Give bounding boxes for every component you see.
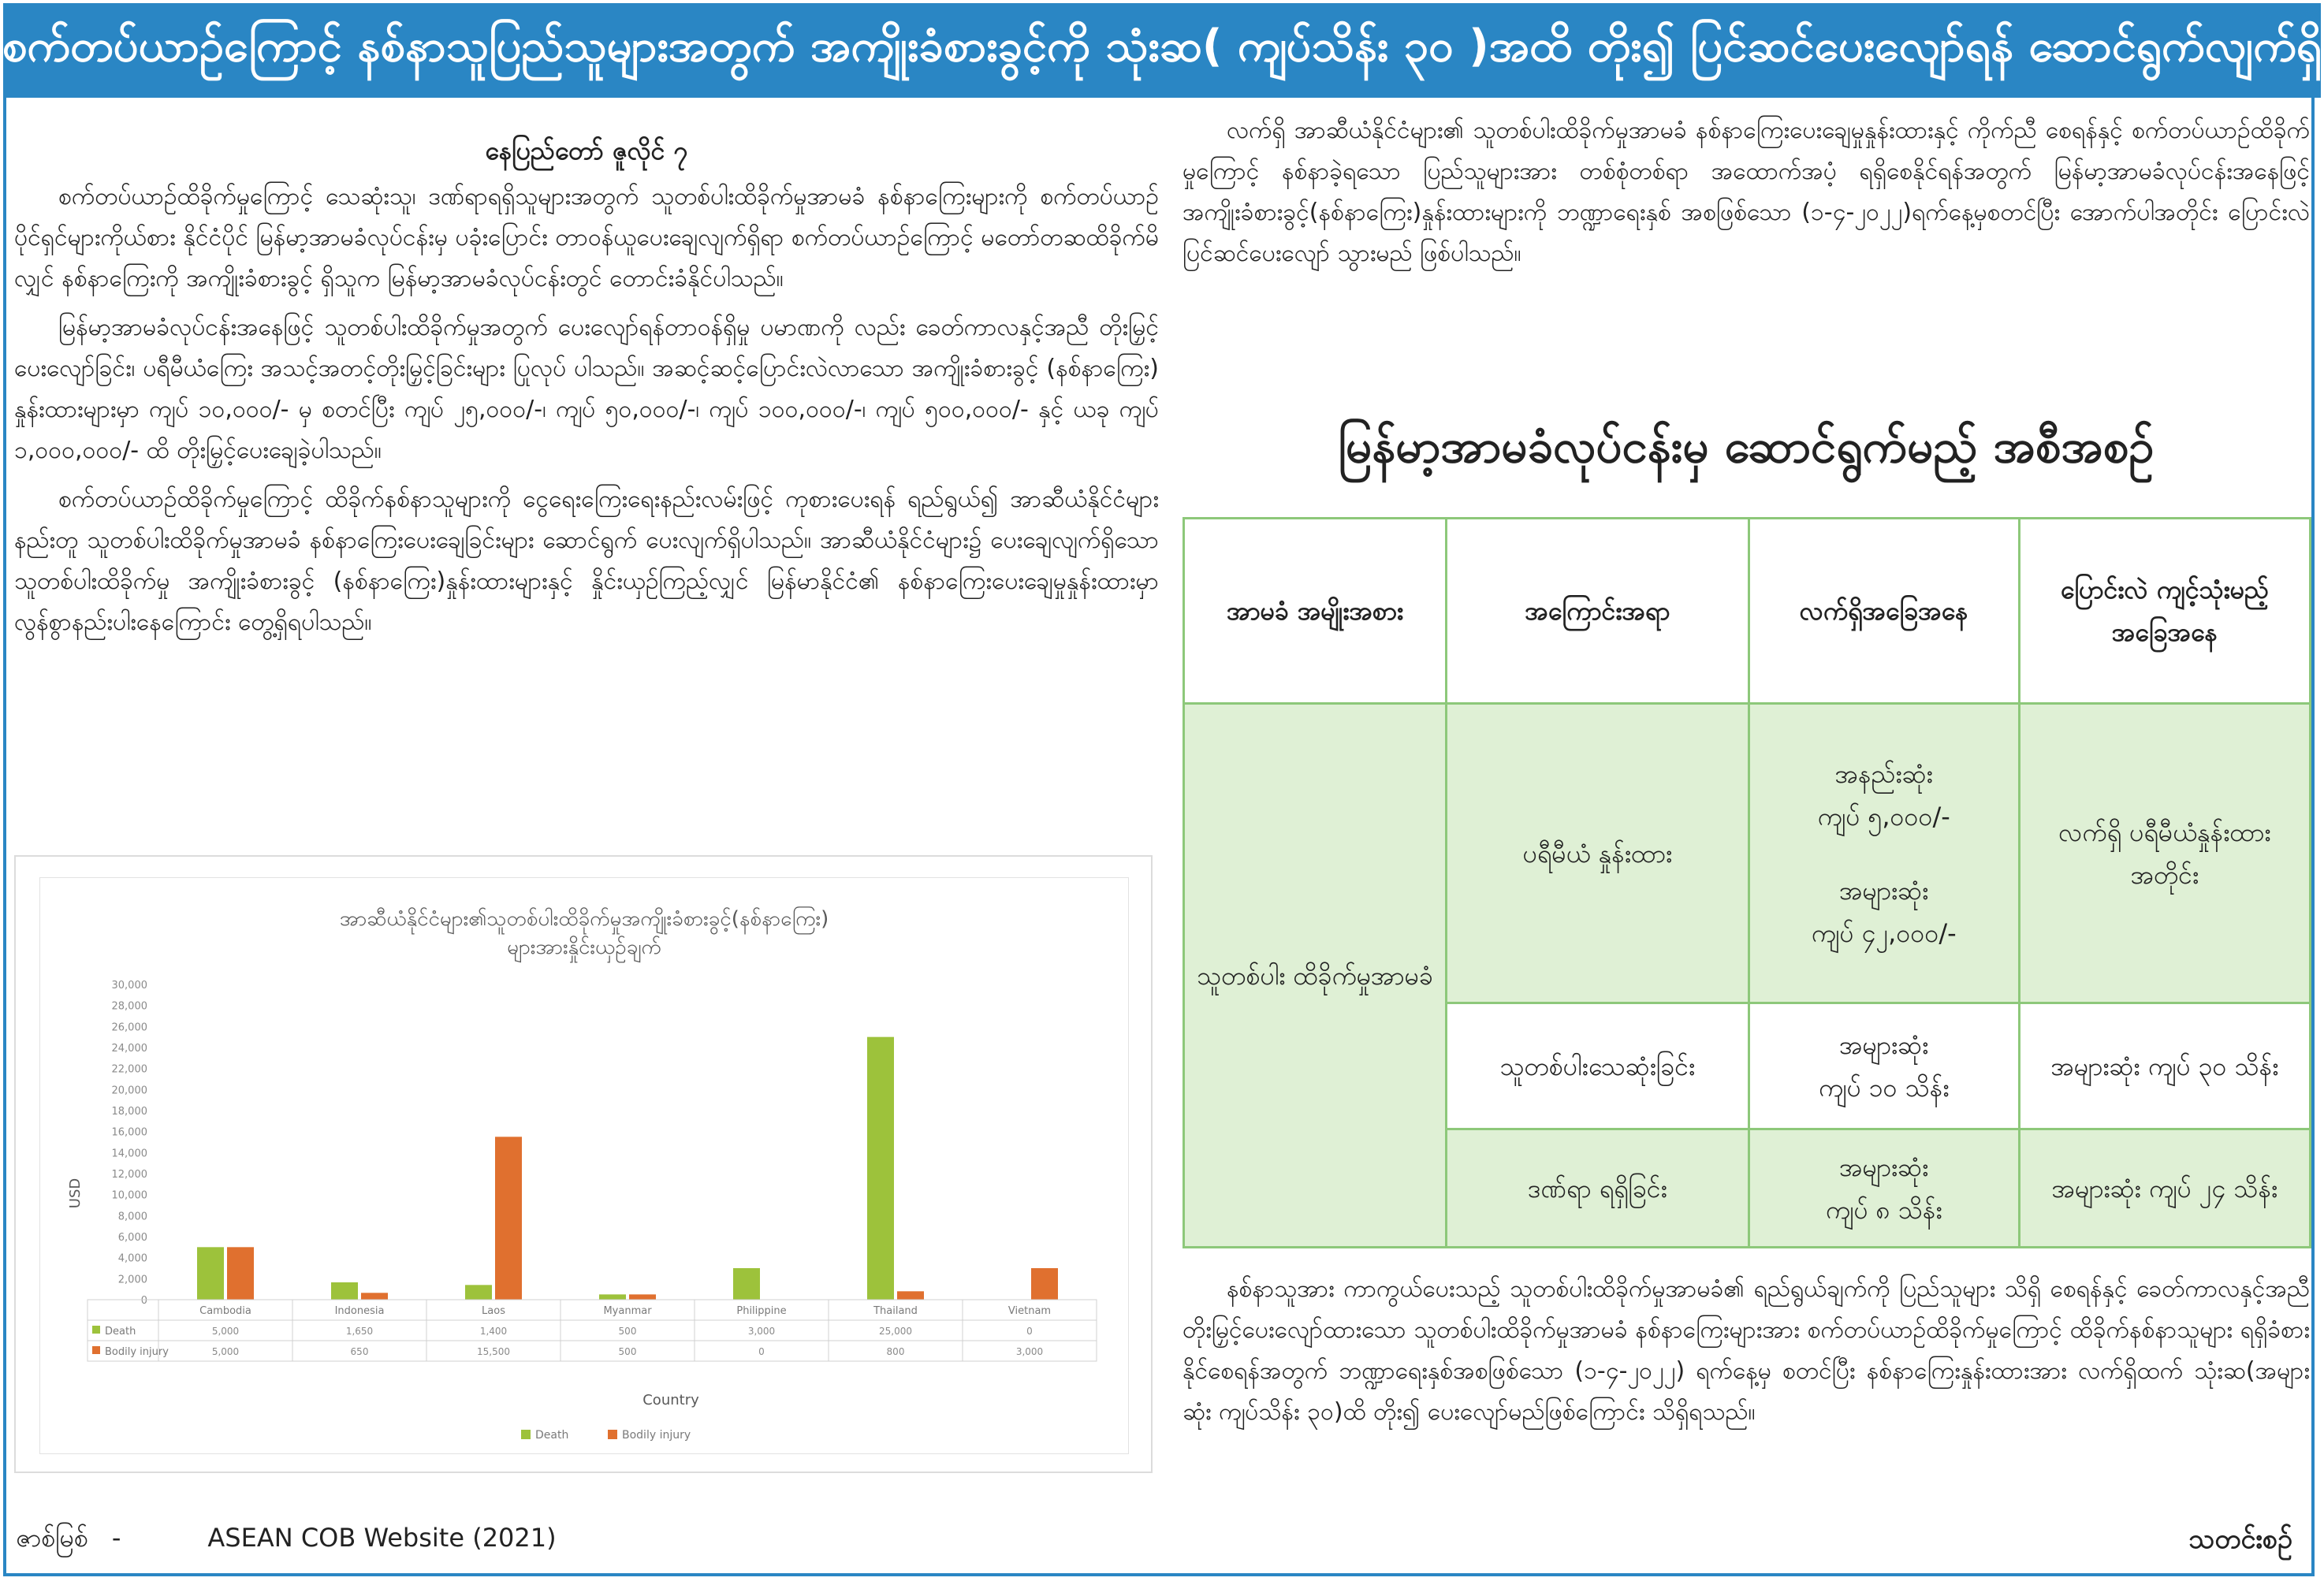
headline-banner <box>3 3 2321 98</box>
current-line: အများဆုံး <box>1839 1029 1929 1060</box>
y-tick-label: 8,000 <box>117 1211 147 1223</box>
data-table-value: 800 <box>886 1346 905 1357</box>
current-line: ကျပ် ၁၀ သိန်း <box>1818 1072 1950 1103</box>
left-column <box>14 134 1159 651</box>
y-tick-label: 14,000 <box>111 1148 147 1160</box>
x-tick-label: Vietnam <box>1007 1305 1052 1317</box>
y-tick-label: 4,000 <box>117 1252 147 1265</box>
y-tick-label: 18,000 <box>111 1106 147 1118</box>
table-row <box>1184 704 2311 1003</box>
bar-bodily-injury <box>629 1294 656 1300</box>
source-label: ဇာစ်မြစ် <box>16 1523 88 1553</box>
chart-title-line: များအားနှိုင်းယှဉ်ချက် <box>507 936 661 959</box>
legend-label: Death <box>535 1429 569 1442</box>
header-cell-subject: အကြောင်းအရာ <box>1447 519 1749 704</box>
current-line: အနည်းဆုံး <box>1834 758 1933 789</box>
current-line: ကျပ် ၄၂,၀၀၀/- <box>1811 917 1957 948</box>
data-table-value: 5,000 <box>211 1326 240 1337</box>
bar-death <box>733 1268 760 1300</box>
headline: စက်တပ်ယာဉ်ကြောင့် နစ်နာသူပြည်သူများအတွက် အကျိုးခံစားခွင့်ကို သုံးဆ( ကျပ်သိန်း ၃၀ )အထိ တိုး၍ ပြင်ဆင်ပေးလျော်ရန် ဆောင်ရွက်လျက်ရှိ <box>2 20 2322 72</box>
row-subject: သူတစ်ပါးသေဆုံးခြင်း <box>1447 1003 1749 1129</box>
right-intro-paragraph: လက်ရှိ အာဆီယံနိုင်ငံများ၏ သူတစ်ပါးထိခိုက်မှုအာမခံ နစ်နာကြေးပေးချေမှုနှုန်းထားနှင့် ကိုက်ညီ စေရန်နှင့် စက်တပ်ယာဉ်ထိခိုက်မှုကြောင့် နစ်နာခဲ့ရသော ပြည်သူများအား တစ်စုံတစ်ရာ အထောက်အပံ့ ရရှိစေနိုင်ရန်အတွက် မြန်မာ့အာမခံလုပ်ငန်းအနေဖြင့် အကျိုးခံစားခွင့်(နစ်နာကြေး)နှုန်းထားများကို ဘဏ္ဍာရေးနှစ် အစဖြစ်သော (၁-၄-၂၀၂၂)ရက်နေ့မှစတင်ပြီး အောက်ပါအတိုင်း ပြောင်းလဲပြင်ဆင်ပေးလျော် သွားမည် ဖြစ်ပါသည်။ <box>1182 117 2310 267</box>
table-header-row <box>1184 519 2311 704</box>
chart-title <box>340 905 829 963</box>
y-tick-label: 12,000 <box>111 1169 147 1181</box>
chart-x-axis-label: Country <box>642 1392 699 1408</box>
row-current <box>1749 1129 2019 1248</box>
bar-death <box>197 1247 224 1300</box>
row-current <box>1749 1003 2019 1129</box>
chart-y-axis-label: USD <box>67 1178 84 1209</box>
data-table-value: 1,650 <box>345 1326 374 1337</box>
plan-heading: မြန်မာ့အာမခံလုပ်ငန်းမှ ဆောင်ရွက်မည့် အစီအစဉ် <box>1338 419 2155 473</box>
row-subject: ပရီမီယံ နှုန်းထား <box>1447 704 1749 1003</box>
header-cell-new: ပြောင်းလဲ ကျင့်သုံးမည့် အခြေအနေ <box>2019 519 2310 704</box>
bar-death <box>599 1294 626 1300</box>
right-column <box>1182 110 2310 282</box>
data-table-value: 500 <box>618 1326 637 1337</box>
data-table-key <box>92 1346 100 1354</box>
row-subject: ဒဏ်ရာ ရရှိခြင်း <box>1447 1129 1749 1248</box>
data-table-value: 650 <box>350 1346 369 1357</box>
left-paragraph-1: စက်တပ်ယာဉ်ထိခိုက်မှုကြောင့် သေဆုံးသူ၊ ဒဏ်ရာရရှိသူများအတွက် သူတစ်ပါးထိခိုက်မှုအာမခံ နစ်နာကြေးများကို စက်တပ်ယာဉ်ပိုင်ရှင်များကိုယ်စား နိုင်ငံပိုင် မြန်မာ့အာမခံလုပ်ငန်းမှ ပခုံးပြောင်း တာဝန်ယူပေးချေလျက်ရှိရာ စက်တပ်ယာဉ်ကြောင့် မတော်တဆထိခိုက်မိလျှင် နစ်နာကြေးကို အကျိုးခံစားခွင့် ရှိသူက မြန်မာ့အာမခံလုပ်ငန်းတွင် တောင်းခံနိုင်ပါသည်။ <box>14 183 1159 292</box>
legend-swatch <box>521 1430 531 1439</box>
y-tick-label: 26,000 <box>111 1021 147 1034</box>
data-table-value: 1,400 <box>479 1326 508 1337</box>
y-tick-label: 2,000 <box>117 1274 147 1286</box>
x-tick-label: Cambodia <box>199 1305 251 1317</box>
y-tick-label: 16,000 <box>111 1126 147 1139</box>
bar-death <box>867 1037 894 1300</box>
chart-title-line: အာဆီယံနိုင်ငံများ၏သူတစ်ပါးထိခိုက်မှုအကျိုးခံစားခွင့်(နစ်နာကြေး) <box>339 907 829 931</box>
y-tick-label: 30,000 <box>111 980 147 992</box>
bar-bodily-injury <box>897 1291 924 1300</box>
bar-bodily-injury <box>227 1247 254 1300</box>
left-paragraph-3: စက်တပ်ယာဉ်ထိခိုက်မှုကြောင့် ထိခိုက်နစ်နာသူများကို ငွေရေးကြေးရေးနည်းလမ်းဖြင့် ကုစားပေးရန် ရည်ရွယ်၍ အာဆီယံနိုင်ငံများနည်းတူ သူတစ်ပါးထိခိုက်မှုအာမခံ နစ်နာကြေးပေးချေခြင်းများ ဆောင်ရွက် ပေးလျက်ရှိပါသည်။ အာဆီယံနိုင်ငံများ၌ ပေးချေလျက်ရှိသော သူတစ်ပါးထိခိုက်မှု အကျိုးခံစားခွင့် (နစ်နာကြေး)နှုန်းထားများနှင့် နှိုင်းယှဉ်ကြည့်လျှင် မြန်မာနိုင်ငံ၏ နစ်နာကြေးပေးချေမှုနှုန်းထားမှာ လွန်စွာနည်းပါးနေကြောင်း တွေ့ရှိရပါသည်။ <box>14 486 1159 636</box>
current-line: အများဆုံး <box>1839 1152 1929 1182</box>
y-tick-label: 10,000 <box>111 1189 147 1202</box>
x-tick-label: Philippine <box>736 1305 787 1317</box>
y-tick-label: 22,000 <box>111 1063 147 1076</box>
data-table-value: 5,000 <box>211 1346 240 1357</box>
current-line: ကျပ် ၅,၀၀၀/- <box>1817 801 1950 832</box>
x-tick-label: Indonesia <box>334 1305 385 1317</box>
row-new: အများဆုံး ကျပ် ၃၀ သိန်း <box>2019 1003 2310 1129</box>
data-table-key <box>92 1326 100 1334</box>
current-line: ကျပ် ၈ သိန်း <box>1825 1194 1942 1225</box>
bar-bodily-injury <box>495 1137 522 1300</box>
source-dash: - <box>111 1523 121 1553</box>
author-credit: သတင်းစဉ် <box>2188 1524 2292 1555</box>
data-table-value: 500 <box>618 1346 637 1357</box>
dateline: နေပြည်တော် ဇူလိုင် ၇ <box>485 136 688 166</box>
data-table-value: 3,000 <box>747 1326 776 1337</box>
data-table-value: 0 <box>758 1346 765 1357</box>
x-tick-label: Laos <box>482 1305 505 1317</box>
y-tick-label: 0 <box>140 1295 147 1307</box>
closing-block <box>1182 1269 2310 1441</box>
bar-death <box>465 1285 492 1300</box>
bar-chart <box>40 878 1128 1453</box>
chart-area <box>39 877 1129 1454</box>
y-tick-label: 28,000 <box>111 1000 147 1013</box>
current-line: အများဆုံး <box>1839 875 1929 906</box>
data-table-value: 15,500 <box>477 1346 510 1357</box>
closing-paragraph: နစ်နာသူအား ကာကွယ်ပေးသည့် သူတစ်ပါးထိခိုက်မှုအာမခံ၏ ရည်ရွယ်ချက်ကို ပြည်သူများ သိရှိ စေရန်နှင့် ခေတ်ကာလနှင့်အညီ တိုးမြှင့်ပေးလျော်ထားသော သူတစ်ပါးထိခိုက်မှုအာမခံ နစ်နာကြေးများအား စက်တပ်ယာဉ်ထိခိုက်မှုကြောင့် ထိခိုက်နစ်နာသူများ ရရှိခံစားနိုင်စေရန်အတွက် ဘဏ္ဍာရေးနှစ်အစဖြစ်သော (၁-၄-၂၀၂၂) ရက်နေ့မှ စတင်ပြီး နစ်နာကြေးနှုန်းထားအား လက်ရှိထက် သုံးဆ(အများဆုံး ကျပ်သိန်း ၃၀)ထိ တိုး၍ ပေးလျော်မည်ဖြစ်ကြောင်း သိရှိရသည်။ <box>1182 1275 2310 1426</box>
insurance-type-cell: သူတစ်ပါး ထိခိုက်မှုအာမခံ <box>1184 704 1447 1248</box>
row-new: လက်ရှိ ပရီမီယံနှုန်းထား အတိုင်း <box>2019 704 2310 1003</box>
y-tick-label: 6,000 <box>117 1232 147 1244</box>
x-tick-label: Myanmar <box>603 1305 652 1317</box>
data-table-value: 3,000 <box>1015 1346 1044 1357</box>
header-cell-type: အာမခံ အမျိုးအစား <box>1184 519 1447 704</box>
data-table-row-label: Bodily injury <box>105 1346 169 1358</box>
header-cell-current: လက်ရှိအခြေအနေ <box>1749 519 2019 704</box>
bar-death <box>331 1282 358 1300</box>
chart-frame <box>14 855 1153 1473</box>
data-table-value: 25,000 <box>879 1326 912 1337</box>
row-current <box>1749 704 2019 1003</box>
compensation-table <box>1182 517 2311 1248</box>
x-tick-label: Thailand <box>873 1305 918 1317</box>
legend-label: Bodily injury <box>622 1429 691 1442</box>
bar-bodily-injury <box>361 1293 388 1300</box>
data-table-value: 0 <box>1026 1326 1033 1337</box>
y-tick-label: 24,000 <box>111 1043 147 1055</box>
left-paragraph-2: မြန်မာ့အာမခံလုပ်ငန်းအနေဖြင့် သူတစ်ပါးထိခိုက်မှုအတွက် ပေးလျော်ရန်တာဝန်ရှိမှု ပမာဏကို လည်း ခေတ်ကာလနှင့်အညီ တိုးမြှင့်ပေးလျော်ခြင်း၊ ပရီမီယံကြေး အသင့်အတင့်တိုးမြှင့်ခြင်းများ ပြုလုပ် ပါသည်။ အဆင့်ဆင့်ပြောင်းလဲလာသော အကျိုးခံစားခွင့် (နစ်နာကြေး) နှုန်းထားများမှာ ကျပ် ၁၀,၀၀၀/- မှ စတင်ပြီး ကျပ် ၂၅,၀၀၀/-၊ ကျပ် ၅၀,၀၀၀/-၊ ကျပ် ၁၀၀,၀၀၀/-၊ ကျပ် ၅၀၀,၀၀၀/- နှင့် ယခု ကျပ် ၁,၀၀၀,၀၀၀/- ထိ တိုးမြှင့်ပေးချေခဲ့ပါသည်။ <box>14 314 1159 464</box>
y-tick-label: 20,000 <box>111 1085 147 1097</box>
source-value: ASEAN COB Website (2021) <box>207 1523 557 1553</box>
legend-swatch <box>608 1430 617 1439</box>
bar-bodily-injury <box>1031 1268 1058 1300</box>
row-new: အများဆုံး ကျပ် ၂၄ သိန်း <box>2019 1129 2310 1248</box>
source-line <box>16 1521 557 1559</box>
data-table-row-label: Death <box>105 1326 136 1338</box>
